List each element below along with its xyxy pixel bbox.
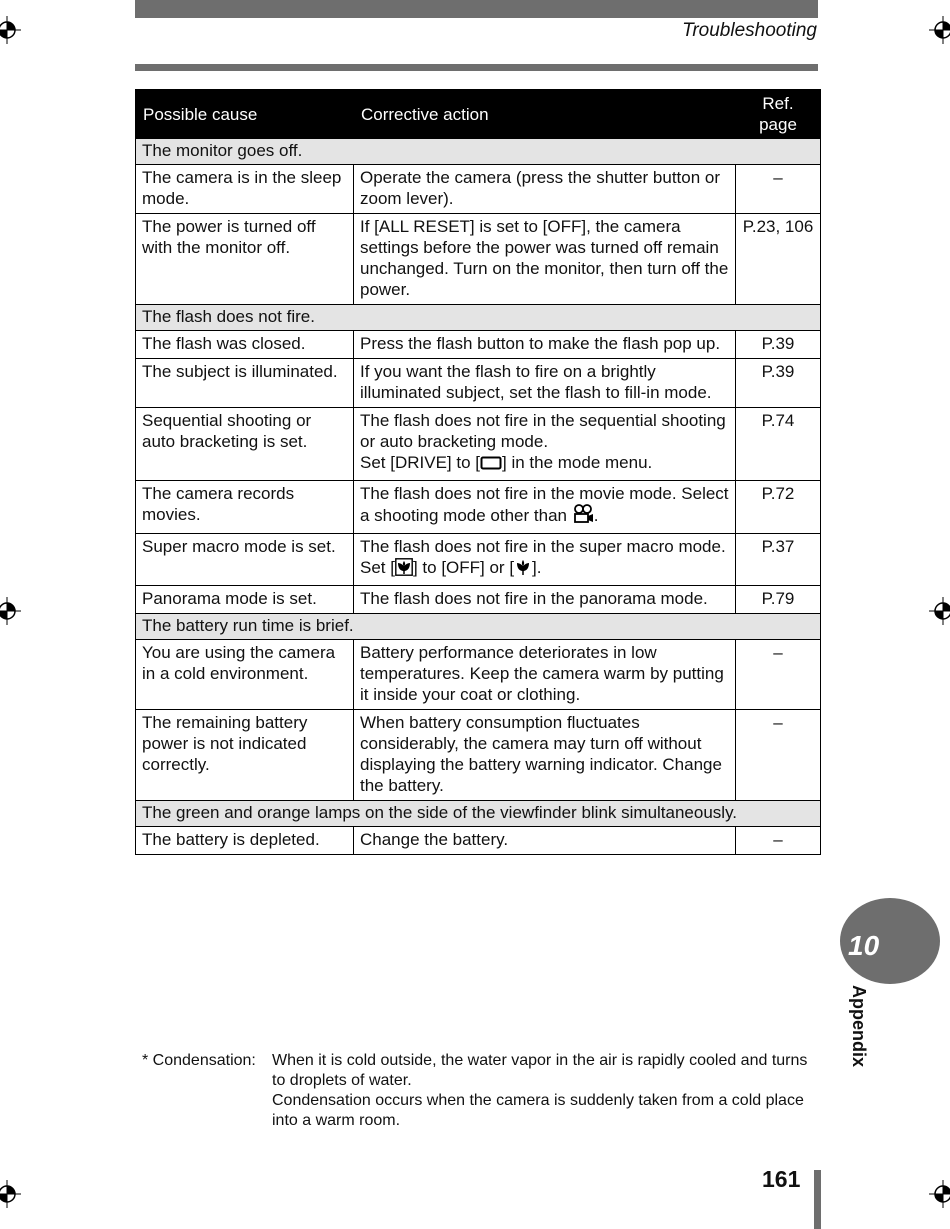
footnote-label: * Condensation: [142,1052,256,1069]
ref-cell: P.37 [736,534,821,586]
group-title: The flash does not fire. [136,305,821,331]
cause-cell: The flash was closed. [136,331,354,359]
cause-cell: Sequential shooting or auto bracketing is set. [136,408,354,481]
chapter-number: 10 [848,930,880,961]
ref-cell: P.79 [736,586,821,614]
cause-cell: The power is turned off with the monitor off. [136,214,354,305]
cause-cell: The camera is in the sleep mode. [136,165,354,214]
troubleshooting-table [135,89,821,855]
action-text: ] in the mode menu. [502,453,653,472]
table-row [136,586,821,614]
column-header-action: Corrective action [354,90,736,139]
column-header-cause: Possible cause [136,90,354,139]
cause-cell: You are using the camera in a cold environment. [136,640,354,710]
table-row [136,408,821,481]
action-text: ] to [OFF] or [ [412,558,515,577]
super-macro-icon [395,558,413,581]
ref-cell: P.23, 106 [736,214,821,305]
registration-mark-icon [0,16,21,44]
header-rule [135,64,818,71]
cause-cell: The remaining battery power is not indicated correctly. [136,710,354,801]
registration-mark-icon [929,16,950,44]
ref-cell: P.39 [736,331,821,359]
section-title: Troubleshooting [682,20,817,41]
cause-cell: Super macro mode is set. [136,534,354,586]
footnote [142,1051,812,1131]
registration-mark-icon [0,597,21,625]
action-text: . [593,506,599,525]
table-row [136,710,821,801]
movie-mode-icon [572,504,594,529]
table-row [136,359,821,408]
action-cell: If you want the flash to fire on a brightly illuminated subject, set the flash to fill-in mode. [354,359,736,408]
page-number-bar [814,1170,821,1229]
ref-cell: P.72 [736,481,821,534]
action-cell: Operate the camera (press the shutter button or zoom lever). [354,165,736,214]
action-cell: When battery consumption fluctuates considerably, the camera may turn off without displaying the battery warning indicator. Change the battery. [354,710,736,801]
action-text: ]. [532,558,542,577]
footnote-line: When it is cold outside, the water vapor in the air is rapidly cooled and turns to droplets of water. [272,1052,808,1089]
table-header-row [136,90,821,139]
group-title: The monitor goes off. [136,139,821,165]
footnote-line: Condensation occurs when the camera is suddenly taken from a cold place into a warm room. [272,1092,804,1129]
ref-cell: – [736,640,821,710]
action-text: The flash does not fire in the movie mode. Select a shooting mode other than [360,484,729,525]
action-text: The flash does not fire in the super macro mode. Set [ [360,537,726,577]
table-row [136,214,821,305]
cause-cell: The subject is illuminated. [136,359,354,408]
action-cell: Battery performance deteriorates in low temperatures. Keep the camera warm by putting it inside your coat or clothing. [354,640,736,710]
ref-cell: – [736,827,821,855]
action-cell [354,408,736,481]
ref-cell: – [736,165,821,214]
footnote-text [272,1051,812,1131]
ref-cell: P.39 [736,359,821,408]
table-row [136,331,821,359]
group-row [136,614,821,640]
table-row [136,165,821,214]
ref-cell: P.74 [736,408,821,481]
action-text: Set [DRIVE] to [ [360,453,480,472]
column-header-ref: Ref. page [736,90,821,139]
ref-cell: – [736,710,821,801]
registration-mark-icon [929,1180,950,1208]
registration-mark-icon [0,1180,21,1208]
table-row [136,481,821,534]
single-frame-icon [480,455,502,476]
action-cell [354,481,736,534]
macro-icon [514,558,532,581]
group-row [136,801,821,827]
table-row [136,827,821,855]
action-cell: If [ALL RESET] is set to [OFF], the camera settings before the power was turned off remain unchanged. Turn on the monitor, then turn off the power. [354,214,736,305]
action-cell: The flash does not fire in the panorama mode. [354,586,736,614]
group-title: The green and orange lamps on the side of the viewfinder blink simultaneously. [136,801,821,827]
chapter-label: Appendix [849,985,869,1068]
action-cell: Press the flash button to make the flash pop up. [354,331,736,359]
action-cell [354,534,736,586]
group-row [136,305,821,331]
table-row [136,640,821,710]
group-title: The battery run time is brief. [136,614,821,640]
registration-mark-icon [929,597,950,625]
cause-cell: Panorama mode is set. [136,586,354,614]
table-row [136,534,821,586]
action-text: The flash does not fire in the sequential shooting or auto bracketing mode. [360,411,726,451]
page-number: 161 [762,1166,801,1192]
cause-cell: The battery is depleted. [136,827,354,855]
top-bar [135,0,818,18]
cause-cell: The camera records movies. [136,481,354,534]
action-cell: Change the battery. [354,827,736,855]
group-row [136,139,821,165]
